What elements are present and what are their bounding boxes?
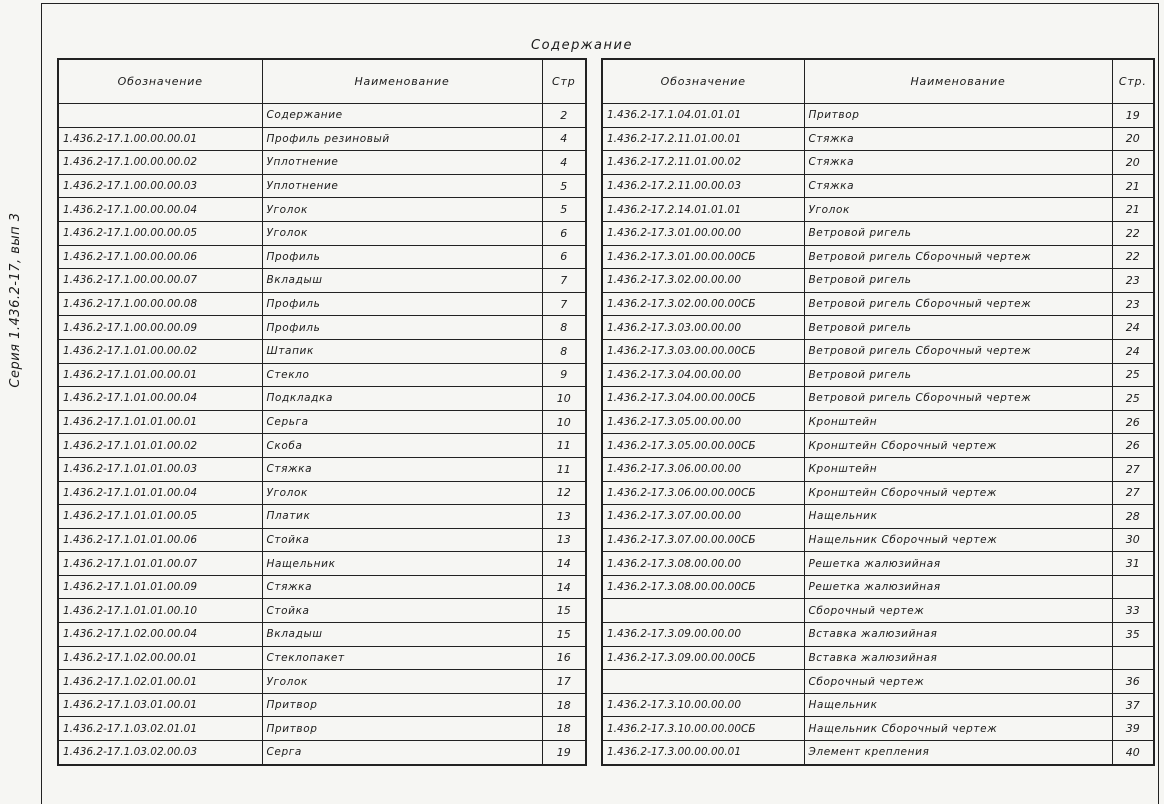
cell-designation: 1.436.2-17.3.06.00.00.00 xyxy=(602,457,804,481)
cell-page: 21 xyxy=(1112,174,1154,198)
cell-name: Профиль xyxy=(262,245,542,269)
table-row xyxy=(602,104,1154,128)
table-row xyxy=(58,269,586,293)
cell-designation: 1.436.2-17.1.00.00.00.04 xyxy=(58,198,262,222)
cell-designation: 1.436.2-17.1.00.00.00.08 xyxy=(58,292,262,316)
cell-designation: 1.436.2-17.1.00.00.00.02 xyxy=(58,151,262,175)
table-row xyxy=(602,198,1154,222)
cell-name: Нащельник xyxy=(804,505,1112,529)
cell-page: 7 xyxy=(542,292,586,316)
table-row xyxy=(602,410,1154,434)
cell-page: 18 xyxy=(542,693,586,717)
cell-designation: 1.436.2-17.1.02.01.00.01 xyxy=(58,670,262,694)
cell-page xyxy=(1112,646,1154,670)
cell-designation: 1.436.2-17.2.11.01.00.01 xyxy=(602,127,804,151)
cell-designation: 1.436.2-17.1.03.01.00.01 xyxy=(58,693,262,717)
cell-designation: 1.436.2-17.3.02.00.00.00 xyxy=(602,269,804,293)
cell-designation: 1.436.2-17.1.01.00.00.04 xyxy=(58,387,262,411)
cell-name: Уголок xyxy=(262,670,542,694)
cell-name: Кронштейн xyxy=(804,410,1112,434)
cell-name: Стяжка xyxy=(804,127,1112,151)
table-row xyxy=(602,316,1154,340)
cell-name: Вкладыш xyxy=(262,269,542,293)
cell-name: Стойка xyxy=(262,528,542,552)
cell-name: Уплотнение xyxy=(262,151,542,175)
column-header-page: Стр xyxy=(542,59,586,104)
cell-designation xyxy=(602,599,804,623)
column-header-name: Наименование xyxy=(804,59,1112,104)
cell-page: 9 xyxy=(542,363,586,387)
cell-designation: 1.436.2-17.3.10.00.00.00СБ xyxy=(602,717,804,741)
table-row xyxy=(602,339,1154,363)
cell-designation: 1.436.2-17.3.04.00.00.00СБ xyxy=(602,387,804,411)
cell-name: Ветровой ригель Сборочный чертеж xyxy=(804,245,1112,269)
table-row xyxy=(602,127,1154,151)
table-row xyxy=(58,646,586,670)
cell-designation: 1.436.2-17.3.01.00.00.00 xyxy=(602,221,804,245)
table-row xyxy=(58,127,586,151)
cell-name: Сборочный чертеж xyxy=(804,599,1112,623)
cell-page: 26 xyxy=(1112,410,1154,434)
cell-page: 8 xyxy=(542,316,586,340)
cell-name: Уголок xyxy=(262,481,542,505)
cell-page: 19 xyxy=(1112,104,1154,128)
table-row xyxy=(58,151,586,175)
cell-name: Профиль резиновый xyxy=(262,127,542,151)
cell-name: Подкладка xyxy=(262,387,542,411)
cell-page: 20 xyxy=(1112,127,1154,151)
cell-name: Содержание xyxy=(262,104,542,128)
cell-page: 33 xyxy=(1112,599,1154,623)
cell-name: Стеклопакет xyxy=(262,646,542,670)
cell-page: 15 xyxy=(542,623,586,647)
cell-page: 26 xyxy=(1112,434,1154,458)
cell-name: Ветровой ригель Сборочный чертеж xyxy=(804,387,1112,411)
table-row xyxy=(602,457,1154,481)
cell-name: Уголок xyxy=(804,198,1112,222)
column-header-name: Наименование xyxy=(262,59,542,104)
cell-page: 11 xyxy=(542,434,586,458)
cell-name: Штапик xyxy=(262,339,542,363)
table-row xyxy=(58,292,586,316)
table-row xyxy=(58,198,586,222)
cell-name: Притвор xyxy=(262,693,542,717)
cell-name: Серга xyxy=(262,741,542,765)
cell-page: 21 xyxy=(1112,198,1154,222)
cell-designation xyxy=(602,670,804,694)
table-row xyxy=(602,363,1154,387)
cell-designation xyxy=(58,104,262,128)
cell-page: 36 xyxy=(1112,670,1154,694)
table-row xyxy=(58,552,586,576)
cell-designation: 1.436.2-17.3.03.00.00.00СБ xyxy=(602,339,804,363)
cell-designation: 1.436.2-17.1.03.02.00.03 xyxy=(58,741,262,765)
cell-name: Уплотнение xyxy=(262,174,542,198)
cell-designation: 1.436.2-17.3.02.00.00.00СБ xyxy=(602,292,804,316)
cell-designation: 1.436.2-17.2.14.01.01.01 xyxy=(602,198,804,222)
table-row xyxy=(58,245,586,269)
cell-page: 13 xyxy=(542,505,586,529)
cell-name: Ветровой ригель xyxy=(804,221,1112,245)
table-row xyxy=(58,505,586,529)
table-header-row xyxy=(58,59,586,104)
cell-name: Ветровой ригель Сборочный чертеж xyxy=(804,292,1112,316)
cell-designation: 1.436.2-17.1.00.00.00.07 xyxy=(58,269,262,293)
cell-designation: 1.436.2-17.1.01.01.00.03 xyxy=(58,457,262,481)
table-row xyxy=(602,575,1154,599)
cell-designation: 1.436.2-17.1.01.01.00.04 xyxy=(58,481,262,505)
table-row xyxy=(602,623,1154,647)
cell-page: 18 xyxy=(542,717,586,741)
cell-name: Нащельник xyxy=(804,693,1112,717)
table-row xyxy=(58,623,586,647)
table-row xyxy=(602,174,1154,198)
cell-designation: 1.436.2-17.1.01.01.00.02 xyxy=(58,434,262,458)
page-title: Содержание xyxy=(531,38,633,53)
table-row xyxy=(58,434,586,458)
table-row xyxy=(58,410,586,434)
cell-designation: 1.436.2-17.2.11.01.00.02 xyxy=(602,151,804,175)
cell-page xyxy=(1112,575,1154,599)
cell-name: Нащельник xyxy=(262,552,542,576)
cell-name: Притвор xyxy=(804,104,1112,128)
cell-page: 25 xyxy=(1112,363,1154,387)
cell-name: Нащельник Сборочный чертеж xyxy=(804,528,1112,552)
cell-page: 40 xyxy=(1112,741,1154,765)
cell-page: 25 xyxy=(1112,387,1154,411)
table-row xyxy=(58,457,586,481)
table-row xyxy=(602,292,1154,316)
cell-page: 6 xyxy=(542,245,586,269)
cell-page: 11 xyxy=(542,457,586,481)
cell-page: 10 xyxy=(542,410,586,434)
cell-designation: 1.436.2-17.3.06.00.00.00СБ xyxy=(602,481,804,505)
cell-designation: 1.436.2-17.1.04.01.01.01 xyxy=(602,104,804,128)
cell-designation: 1.436.2-17.1.00.00.00.05 xyxy=(58,221,262,245)
cell-page: 14 xyxy=(542,552,586,576)
table-row xyxy=(602,387,1154,411)
cell-page: 2 xyxy=(542,104,586,128)
series-label: Серия 1.436.2-17, вып 3 xyxy=(8,212,23,388)
table-row xyxy=(602,646,1154,670)
cell-designation: 1.436.2-17.1.01.00.00.02 xyxy=(58,339,262,363)
cell-page: 27 xyxy=(1112,481,1154,505)
cell-designation: 1.436.2-17.3.07.00.00.00 xyxy=(602,505,804,529)
cell-name: Ветровой ригель xyxy=(804,363,1112,387)
cell-designation: 1.436.2-17.2.11.00.00.03 xyxy=(602,174,804,198)
table-row xyxy=(602,151,1154,175)
cell-name: Стяжка xyxy=(262,575,542,599)
cell-page: 37 xyxy=(1112,693,1154,717)
table-row xyxy=(58,363,586,387)
table-row xyxy=(602,221,1154,245)
cell-page: 12 xyxy=(542,481,586,505)
cell-name: Профиль xyxy=(262,316,542,340)
cell-designation: 1.436.2-17.3.07.00.00.00СБ xyxy=(602,528,804,552)
cell-name: Элемент крепления xyxy=(804,741,1112,765)
cell-designation: 1.436.2-17.3.09.00.00.00СБ xyxy=(602,646,804,670)
contents-table-right xyxy=(601,58,1155,766)
contents-table-left xyxy=(57,58,587,766)
table-row xyxy=(58,599,586,623)
table-row xyxy=(58,528,586,552)
cell-name: Кронштейн Сборочный чертеж xyxy=(804,434,1112,458)
cell-page: 5 xyxy=(542,198,586,222)
column-header-designation: Обозначение xyxy=(58,59,262,104)
cell-name: Ветровой ригель xyxy=(804,316,1112,340)
cell-designation: 1.436.2-17.3.03.00.00.00 xyxy=(602,316,804,340)
table-row xyxy=(602,481,1154,505)
cell-designation: 1.436.2-17.1.00.00.00.03 xyxy=(58,174,262,198)
cell-page: 16 xyxy=(542,646,586,670)
cell-name: Стекло xyxy=(262,363,542,387)
table-row xyxy=(58,221,586,245)
cell-name: Ветровой ригель xyxy=(804,269,1112,293)
cell-page: 19 xyxy=(542,741,586,765)
cell-page: 7 xyxy=(542,269,586,293)
cell-designation: 1.436.2-17.3.08.00.00.00СБ xyxy=(602,575,804,599)
cell-page: 13 xyxy=(542,528,586,552)
cell-name: Уголок xyxy=(262,198,542,222)
cell-name: Нащельник Сборочный чертеж xyxy=(804,717,1112,741)
cell-page: 10 xyxy=(542,387,586,411)
cell-page: 22 xyxy=(1112,221,1154,245)
cell-designation: 1.436.2-17.1.00.00.00.09 xyxy=(58,316,262,340)
cell-name: Вставка жалюзийная xyxy=(804,623,1112,647)
table-row xyxy=(58,575,586,599)
cell-name: Кронштейн Сборочный чертеж xyxy=(804,481,1112,505)
cell-designation: 1.436.2-17.1.00.00.00.06 xyxy=(58,245,262,269)
cell-page: 8 xyxy=(542,339,586,363)
cell-page: 17 xyxy=(542,670,586,694)
table-row xyxy=(58,387,586,411)
cell-name: Стяжка xyxy=(804,151,1112,175)
table-row xyxy=(602,741,1154,765)
cell-designation: 1.436.2-17.3.01.00.00.00СБ xyxy=(602,245,804,269)
cell-designation: 1.436.2-17.1.01.01.00.10 xyxy=(58,599,262,623)
cell-page: 20 xyxy=(1112,151,1154,175)
cell-name: Кронштейн xyxy=(804,457,1112,481)
table-row xyxy=(602,717,1154,741)
table-row xyxy=(58,693,586,717)
table-row xyxy=(602,269,1154,293)
cell-name: Скоба xyxy=(262,434,542,458)
table-row xyxy=(58,741,586,765)
table-row xyxy=(602,434,1154,458)
cell-name: Притвор xyxy=(262,717,542,741)
cell-designation: 1.436.2-17.3.08.00.00.00 xyxy=(602,552,804,576)
cell-name: Серьга xyxy=(262,410,542,434)
cell-page: 15 xyxy=(542,599,586,623)
cell-page: 5 xyxy=(542,174,586,198)
cell-designation: 1.436.2-17.1.02.00.00.04 xyxy=(58,623,262,647)
cell-page: 23 xyxy=(1112,269,1154,293)
table-row xyxy=(58,481,586,505)
table-row xyxy=(58,717,586,741)
table-row xyxy=(602,505,1154,529)
cell-name: Стяжка xyxy=(804,174,1112,198)
cell-name: Стяжка xyxy=(262,457,542,481)
cell-page: 30 xyxy=(1112,528,1154,552)
cell-name: Стойка xyxy=(262,599,542,623)
cell-name: Ветровой ригель Сборочный чертеж xyxy=(804,339,1112,363)
cell-page: 4 xyxy=(542,127,586,151)
cell-name: Профиль xyxy=(262,292,542,316)
cell-page: 14 xyxy=(542,575,586,599)
cell-page: 4 xyxy=(542,151,586,175)
table-row xyxy=(58,339,586,363)
table-row xyxy=(58,104,586,128)
cell-designation: 1.436.2-17.1.02.00.00.01 xyxy=(58,646,262,670)
table-row xyxy=(602,528,1154,552)
table-row xyxy=(602,693,1154,717)
cell-designation: 1.436.2-17.1.00.00.00.01 xyxy=(58,127,262,151)
table-header-row xyxy=(602,59,1154,104)
cell-page: 39 xyxy=(1112,717,1154,741)
cell-name: Решетка жалюзийная xyxy=(804,552,1112,576)
cell-name: Вставка жалюзийная xyxy=(804,646,1112,670)
cell-designation: 1.436.2-17.1.03.02.01.01 xyxy=(58,717,262,741)
cell-designation: 1.436.2-17.1.01.01.00.05 xyxy=(58,505,262,529)
cell-designation: 1.436.2-17.1.01.01.00.01 xyxy=(58,410,262,434)
column-header-page: Стр. xyxy=(1112,59,1154,104)
table-row xyxy=(58,316,586,340)
cell-page: 35 xyxy=(1112,623,1154,647)
cell-designation: 1.436.2-17.3.00.00.00.01 xyxy=(602,741,804,765)
cell-designation: 1.436.2-17.1.01.01.00.07 xyxy=(58,552,262,576)
cell-page: 28 xyxy=(1112,505,1154,529)
cell-page: 27 xyxy=(1112,457,1154,481)
cell-designation: 1.436.2-17.1.01.01.00.09 xyxy=(58,575,262,599)
table-row xyxy=(602,552,1154,576)
cell-page: 22 xyxy=(1112,245,1154,269)
cell-designation: 1.436.2-17.3.04.00.00.00 xyxy=(602,363,804,387)
cell-page: 31 xyxy=(1112,552,1154,576)
cell-designation: 1.436.2-17.3.09.00.00.00 xyxy=(602,623,804,647)
cell-designation: 1.436.2-17.3.05.00.00.00СБ xyxy=(602,434,804,458)
cell-page: 24 xyxy=(1112,316,1154,340)
table-row xyxy=(602,670,1154,694)
cell-designation: 1.436.2-17.1.01.01.00.06 xyxy=(58,528,262,552)
cell-designation: 1.436.2-17.1.01.00.00.01 xyxy=(58,363,262,387)
cell-name: Уголок xyxy=(262,221,542,245)
cell-name: Платик xyxy=(262,505,542,529)
cell-name: Сборочный чертеж xyxy=(804,670,1112,694)
cell-page: 23 xyxy=(1112,292,1154,316)
cell-page: 24 xyxy=(1112,339,1154,363)
cell-designation: 1.436.2-17.3.05.00.00.00 xyxy=(602,410,804,434)
cell-name: Вкладыш xyxy=(262,623,542,647)
table-row xyxy=(58,174,586,198)
table-row xyxy=(58,670,586,694)
table-row xyxy=(602,599,1154,623)
table-row xyxy=(602,245,1154,269)
cell-designation: 1.436.2-17.3.10.00.00.00 xyxy=(602,693,804,717)
cell-page: 6 xyxy=(542,221,586,245)
cell-name: Решетка жалюзийная xyxy=(804,575,1112,599)
column-header-designation: Обозначение xyxy=(602,59,804,104)
